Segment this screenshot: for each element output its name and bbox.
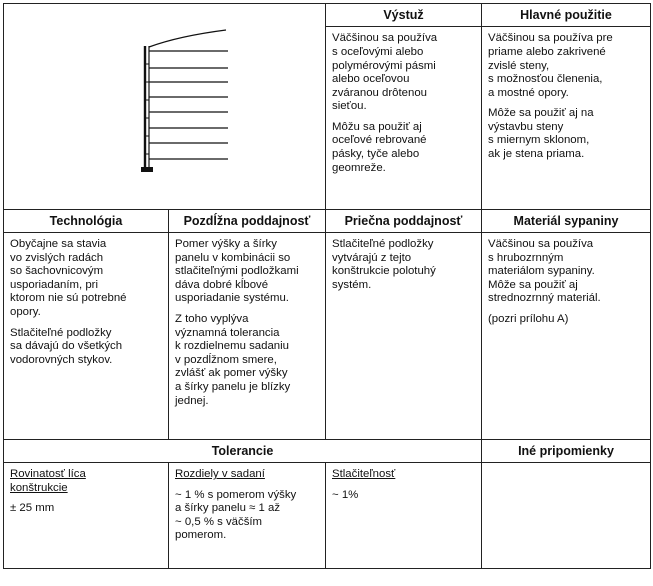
vystuz-text-1: Väčšinou sa používa s oceľovými alebo polymérovými pásmi alebo oceľovou zváranou drôtenou sieťou.	[332, 32, 438, 113]
priecna-header: Priečna poddajnosť	[326, 210, 482, 233]
rovinatost-value: ± 25 mm	[10, 502, 55, 515]
pozdlzna-cell	[169, 233, 326, 440]
technologia-header: Technológia	[4, 210, 169, 233]
rozdiely-value: ~ 1 % s pomerom výšky a šírky panelu ≈ 1 až ~ 0,5 % s väčším pomerom.	[175, 488, 297, 542]
technologia-text-1: Obyčajne sa stavia vo zvislých radách so šachovnicovým usporiadaním, pri ktorom nie sú potrebné opory.	[10, 238, 127, 318]
ine-pripomienky-header: Iné pripomienky	[482, 440, 651, 463]
vystuz-text-2: Môžu sa použiť aj oceľové rebrované pásky, tyče alebo geomreže.	[332, 120, 427, 174]
rozdiely-cell	[169, 463, 326, 569]
stlacitelnost-title: Stlačiteľnosť	[332, 468, 396, 480]
stlacitelnost-value: ~ 1%	[332, 488, 359, 501]
hlavne-pouzitie-cell	[482, 27, 651, 210]
stlacitelnost-cell	[326, 463, 482, 569]
vystuz-cell	[326, 27, 482, 210]
material-header: Materiál sypaniny	[482, 210, 651, 233]
ine-pripomienky-cell	[482, 463, 651, 569]
pozdlzna-header: Pozdĺžna poddajnosť	[169, 210, 326, 233]
priecna-cell	[326, 233, 482, 440]
rozdiely-title: Rozdiely v sadaní	[175, 468, 265, 480]
pozdlzna-text-1: Pomer výšky a šírky panelu v kombinácii so stlačiteľnými podložkami dáva dobré kĺbové usporiadanie systému.	[175, 238, 299, 305]
tolerancie-header: Tolerancie	[4, 440, 482, 463]
material-text-2: (pozri prílohu A)	[488, 312, 569, 325]
reinforced-wall-diagram	[4, 4, 325, 209]
material-text-1: Väčšinou sa používa s hrubozrnným materiálom sypaniny. Môže sa použiť aj strednozrnný materiál.	[488, 238, 601, 305]
priecna-text-1: Stlačiteľné podložky vytvárajú z tejto konštrukcie polotuhý systém.	[332, 238, 436, 291]
pozdlzna-text-2: Z toho vyplýva významná tolerancia k rozdielnemu sadaniu v pozdĺžnom smere, zvlášť ak pomer výšky a šírky panelu je blízky jednej.	[175, 312, 291, 407]
material-cell	[482, 233, 651, 440]
reinforced-wall-table	[3, 3, 651, 569]
pouzitie-text-1: Väčšinou sa používa pre priame alebo zakrivené zvislé steny, s možnosťou členenia, a mostné opory.	[488, 32, 613, 99]
hlavne-pouzitie-header: Hlavné použitie	[482, 4, 651, 27]
pouzitie-text-2: Môže sa použiť aj na výstavbu steny s miernym sklonom, ak je stena priama.	[488, 107, 594, 161]
wall-diagram-cell	[4, 4, 326, 210]
rovinatost-cell	[4, 463, 169, 569]
technologia-text-2: Stlačiteľné podložky sa dávajú do všetkých vodorovných stykov.	[10, 326, 123, 366]
technologia-cell	[4, 233, 169, 440]
vystuz-header: Výstuž	[326, 4, 482, 27]
rovinatost-title: Rovinatosť líca konštrukcie	[10, 468, 86, 494]
